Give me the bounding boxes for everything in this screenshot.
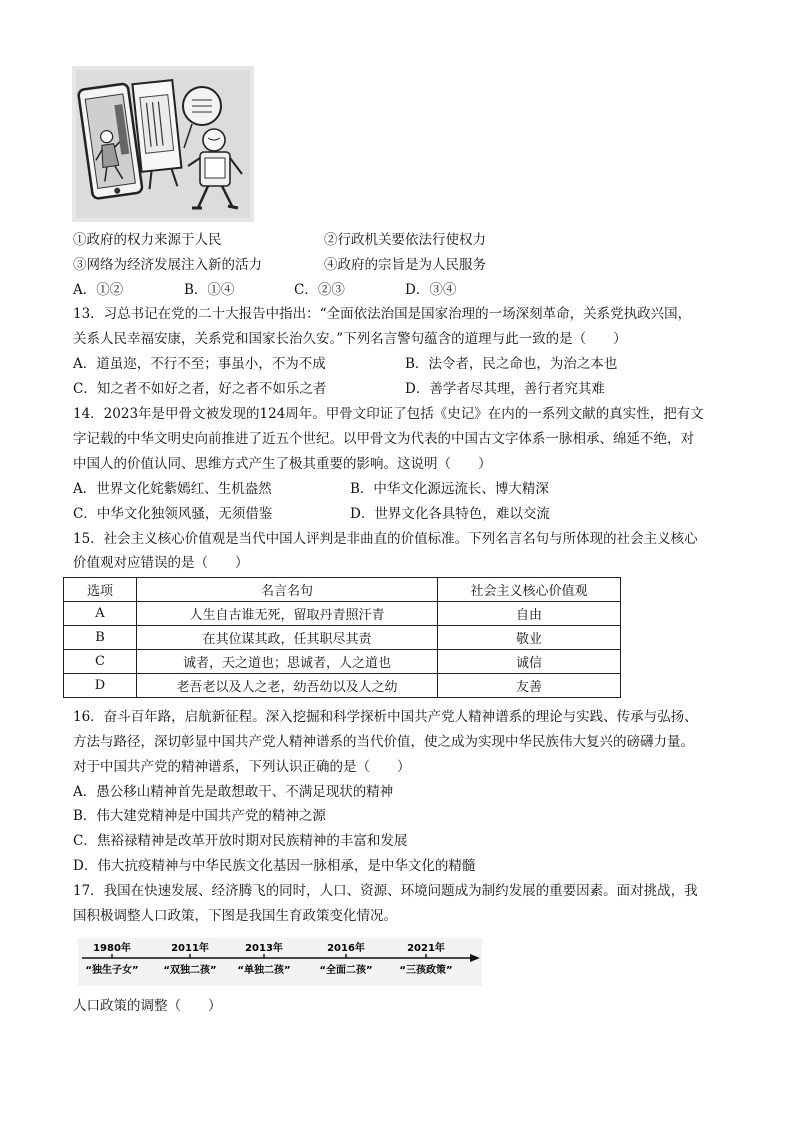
policy-timeline	[78, 938, 482, 986]
q16-choice-a[interactable]: A．愚公移山精神首先是敢想敢干、不满足现状的精神	[73, 784, 394, 800]
table-row	[64, 602, 621, 626]
table-cell-value: 友善	[438, 674, 621, 698]
timeline-policy: “双独二孩”	[163, 965, 217, 976]
q12-item-4: ④政府的宗旨是为人民服务	[324, 257, 486, 273]
q17-stem: 人口政策的调整（ ）	[73, 998, 222, 1014]
table-cell-quote: 老吾老以及人之老，幼吾幼以及人之幼	[137, 674, 438, 698]
q16-stem-line3: 对于中国共产党的精神谱系，下列认识正确的是（ ）	[73, 759, 411, 775]
q15-table	[63, 577, 621, 698]
q12-item-2: ②行政机关要依法行使权力	[324, 232, 486, 248]
q15-stem-line1: 15．社会主义核心价值观是当代中国人评判是非曲直的价值标准。下列名言名句与所体现的社会主义核心	[73, 531, 698, 547]
table-header-cell: 选项	[64, 578, 137, 602]
table-header-cell: 名言名句	[137, 578, 438, 602]
timeline-year: 1980年	[93, 943, 131, 954]
q14-choice-a[interactable]: A．世界文化姹紫嫣红、生机盎然	[73, 481, 272, 497]
timeline-policy: “三孩政策”	[399, 965, 453, 976]
q13-choice-b[interactable]: B．法令者，民之命也，为治之本也	[405, 356, 618, 372]
q13-choice-d[interactable]: D．善学者尽其理，善行者究其难	[405, 381, 605, 397]
q14-choice-c[interactable]: C．中华文化独领风骚，无须借鉴	[73, 506, 273, 522]
timeline-year: 2016年	[327, 943, 365, 954]
table-header-cell: 社会主义核心价值观	[438, 578, 621, 602]
timeline-policy: “单独二孩”	[237, 965, 291, 976]
timeline-year: 2011年	[171, 943, 209, 954]
q13-stem-line2: 关系人民幸福安康，关系党和国家长治久安。”下列名言警句蕴含的道理与此一致的是（ ）	[73, 331, 627, 347]
q14-stem-line3: 中国人的价值认同、思维方式产生了极其重要的影响。这说明（ ）	[73, 456, 492, 472]
table-cell-option: D	[64, 674, 137, 698]
timeline-year: 2013年	[245, 943, 283, 954]
q14-choice-b[interactable]: B．中华文化源远流长、博大精深	[350, 481, 549, 497]
table-header-row	[64, 578, 621, 602]
q17-stem-line2: 国积极调整人口政策，下图是我国生育政策变化情况。	[73, 908, 397, 924]
timeline-policy: “全面二孩”	[319, 965, 373, 976]
table-row	[64, 626, 621, 650]
q12-choice-d[interactable]: D．③④	[405, 282, 457, 298]
q14-stem-line2: 字记载的中华文明史向前推进了近五个世纪。以甲骨文为代表的中国古文字体系一脉相承、绵延不绝，对	[73, 431, 694, 447]
table-cell-value: 自由	[438, 602, 621, 626]
q16-choice-d[interactable]: D．伟大抗疫精神与中华民族文化基因一脉相承，是中华文化的精髓	[73, 858, 476, 874]
q13-stem-line1: 13．习总书记在党的二十大报告中指出：“全面依法治国是国家治理的一场深刻革命，关系党执政兴国，	[73, 306, 692, 322]
table-cell-value: 诚信	[438, 650, 621, 674]
q16-stem-line1: 16．奋斗百年路，启航新征程。深入挖掘和科学探析中国共产党人精神谱系的理论与实践、传承与弘扬、	[73, 709, 698, 725]
q12-item-3: ③网络为经济发展注入新的活力	[73, 257, 262, 273]
q14-stem-line1: 14．2023年是甲骨文被发现的124周年。甲骨文印证了包括《史记》在内的一系列文献的真实性，把有文	[73, 406, 704, 422]
q12-choice-a[interactable]: A．①②	[73, 282, 124, 298]
q16-choice-b[interactable]: B．伟大建党精神是中国共产党的精神之源	[73, 808, 326, 824]
table-row	[64, 674, 621, 698]
q17-stem-line1: 17．我国在快速发展、经济腾飞的同时，人口、资源、环境问题成为制约发展的重要因素。面对挑战，我	[73, 883, 698, 899]
q12-choice-b[interactable]: B．①④	[184, 282, 235, 298]
table-cell-quote: 人生自古谁无死，留取丹青照汗青	[137, 602, 438, 626]
q12-choice-c[interactable]: C．②③	[294, 282, 345, 298]
timeline-policy: “独生子女”	[85, 965, 139, 976]
table-cell-quote: 诚者，天之道也；思诚者，人之道也	[137, 650, 438, 674]
q16-stem-line2: 方法与路径，深切彰显中国共产党人精神谱系的当代价值，使之成为实现中华民族伟大复兴的磅礴力量。	[73, 734, 694, 750]
q13-choice-a[interactable]: A．道虽迩，不行不至；事虽小，不为不成	[73, 356, 326, 372]
table-cell-option: B	[64, 626, 137, 650]
table-cell-quote: 在其位谋其政，任其职尽其责	[137, 626, 438, 650]
timeline-year: 2021年	[407, 943, 445, 954]
q13-choice-c[interactable]: C．知之者不如好之者，好之者不如乐之者	[73, 381, 327, 397]
table-cell-value: 敬业	[438, 626, 621, 650]
q16-choice-c[interactable]: C．焦裕禄精神是改革开放时期对民族精神的丰富和发展	[73, 833, 408, 849]
table-cell-option: C	[64, 650, 137, 674]
q15-stem-line2: 价值观对应错误的是（ ）	[73, 555, 249, 571]
table-row	[64, 650, 621, 674]
q12-item-1: ①政府的权力来源于人民	[73, 232, 222, 248]
q14-choice-d[interactable]: D．世界文化各具特色，难以交流	[350, 506, 550, 522]
table-cell-option: A	[64, 602, 137, 626]
cartoon-illustration	[72, 66, 254, 222]
